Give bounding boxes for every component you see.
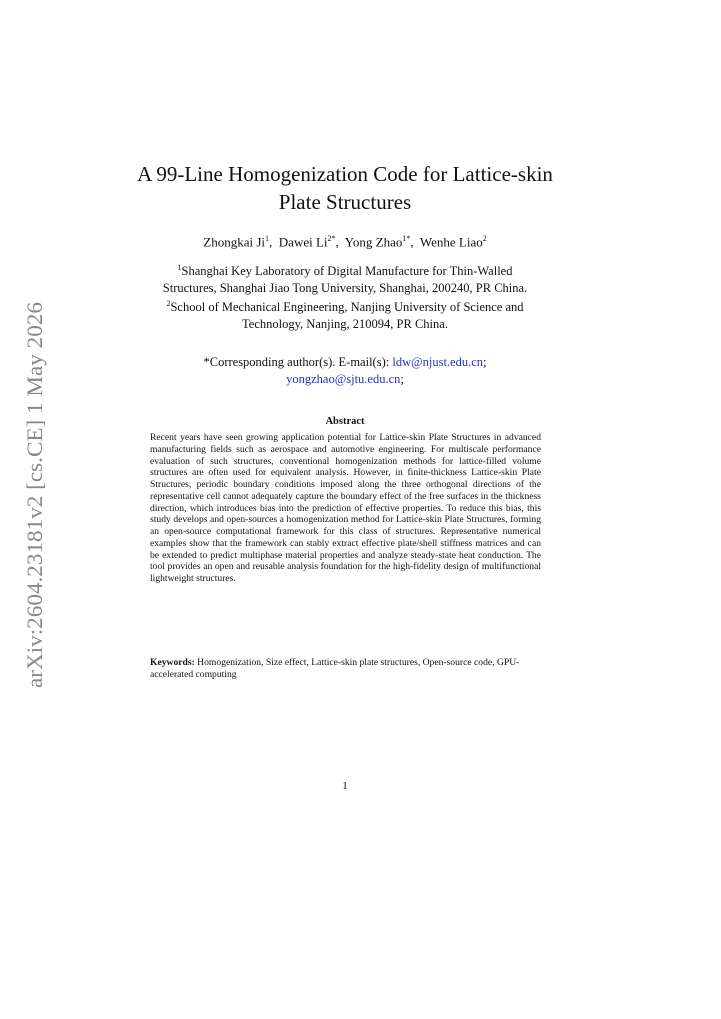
keywords-text: Homogenization, Size effect, Lattice-skin plate structures, Open-source code, GPU-accelerated computing — [150, 657, 520, 680]
arxiv-identifier-stamp — [20, 300, 50, 690]
title-line-2: Plate Structures — [278, 190, 412, 214]
author-name: Zhongkai Ji — [203, 234, 266, 250]
arxiv-identifier-svg — [20, 300, 50, 690]
email-link-2[interactable]: yongzhao@sjtu.edu.cn — [286, 372, 401, 386]
email-separator: ; — [483, 355, 487, 369]
affiliation-1-line-1: $^1$Shanghai Key Laboratory of Digital Manufacture for Thin-Walled — [177, 263, 513, 279]
keywords-label: Keywords: — [150, 657, 195, 668]
affiliation-2-line-2: Technology, Nanjing, 210094, PR China. — [242, 316, 448, 331]
keywords — [150, 657, 541, 681]
author-name: Wenhe Liao — [419, 234, 483, 250]
author-mark: 1 — [265, 234, 270, 243]
author-list: Zhongkai Ji$^1$, Dawei $Li^{2*}$, Yong Zhao$^{1*}$, Wenhe Liao$^2$ — [203, 234, 487, 250]
author-mark: 1* — [402, 234, 411, 243]
page-number: 1 — [342, 780, 348, 792]
arxiv-identifier-text: arXiv:2604.23181v2 [cs.CE] 1 May 2026 — [22, 321, 47, 688]
author-mark: 2 — [482, 234, 487, 243]
corresponding-author — [130, 354, 560, 388]
paper-title — [130, 160, 560, 216]
affiliation-mark: 1 — [177, 263, 182, 272]
affiliation-mark: 2 — [166, 299, 171, 309]
corresponding-line-1 — [130, 354, 560, 371]
corresponding-line-2 — [130, 371, 560, 388]
email-link-1[interactable]: ldw@njust.edu.cn — [392, 355, 484, 369]
abstract-text: Recent years have seen growing application potential for Lattice-skin Plate Structures in advanced manufacturing fields such as aerospace and automotive engineering. For multiscale performance evaluation of such structures, conventional homogenization methods for lattice-filled volume structures are often used for equivalent analysis. However, in finite-thickness Lattice-skin Plate Structures, periodic boundary conditions imposed along the three orthogonal directions of the representative cell cannot adequately capture the boundary effect of the free surfaces in the thickness direction, which introduces bias into the prediction of effective properties. To reduce this bias, this study develops and open-sources a homogenization method for Lattice-skin Plate Structures, forming an open-source computational framework for this class of structures. Representative numerical examples show that the framework can stably extract effective plate/shell stiffness matrices and can be extended to predict multiphase material properties and analyze steady-state heat conduction. The tool provides an open and reusable analysis foundation for the high-fidelity design of multifunctional lightweight structures. — [150, 432, 541, 584]
author-mark: 2* — [327, 234, 336, 243]
affiliation-2-line-1: $^2$School of Mechanical Engineering, Nanjing University of Science and — [166, 299, 524, 315]
corresponding-prefix: *Corresponding author(s). E-mail(s): — [203, 355, 393, 369]
title-line-1: A 99-Line Homogenization Code for Lattice-skin — [137, 162, 553, 186]
affiliation-1-line-2: Structures, Shanghai Jiao Tong University, Shanghai, 200240, PR China. — [162, 280, 528, 295]
affiliations — [120, 260, 570, 332]
email-end: ; — [400, 372, 404, 386]
author-name: Yong Zhao — [344, 234, 403, 250]
abstract-heading: Abstract — [325, 416, 365, 427]
author-name: Dawei Li — [278, 234, 328, 250]
